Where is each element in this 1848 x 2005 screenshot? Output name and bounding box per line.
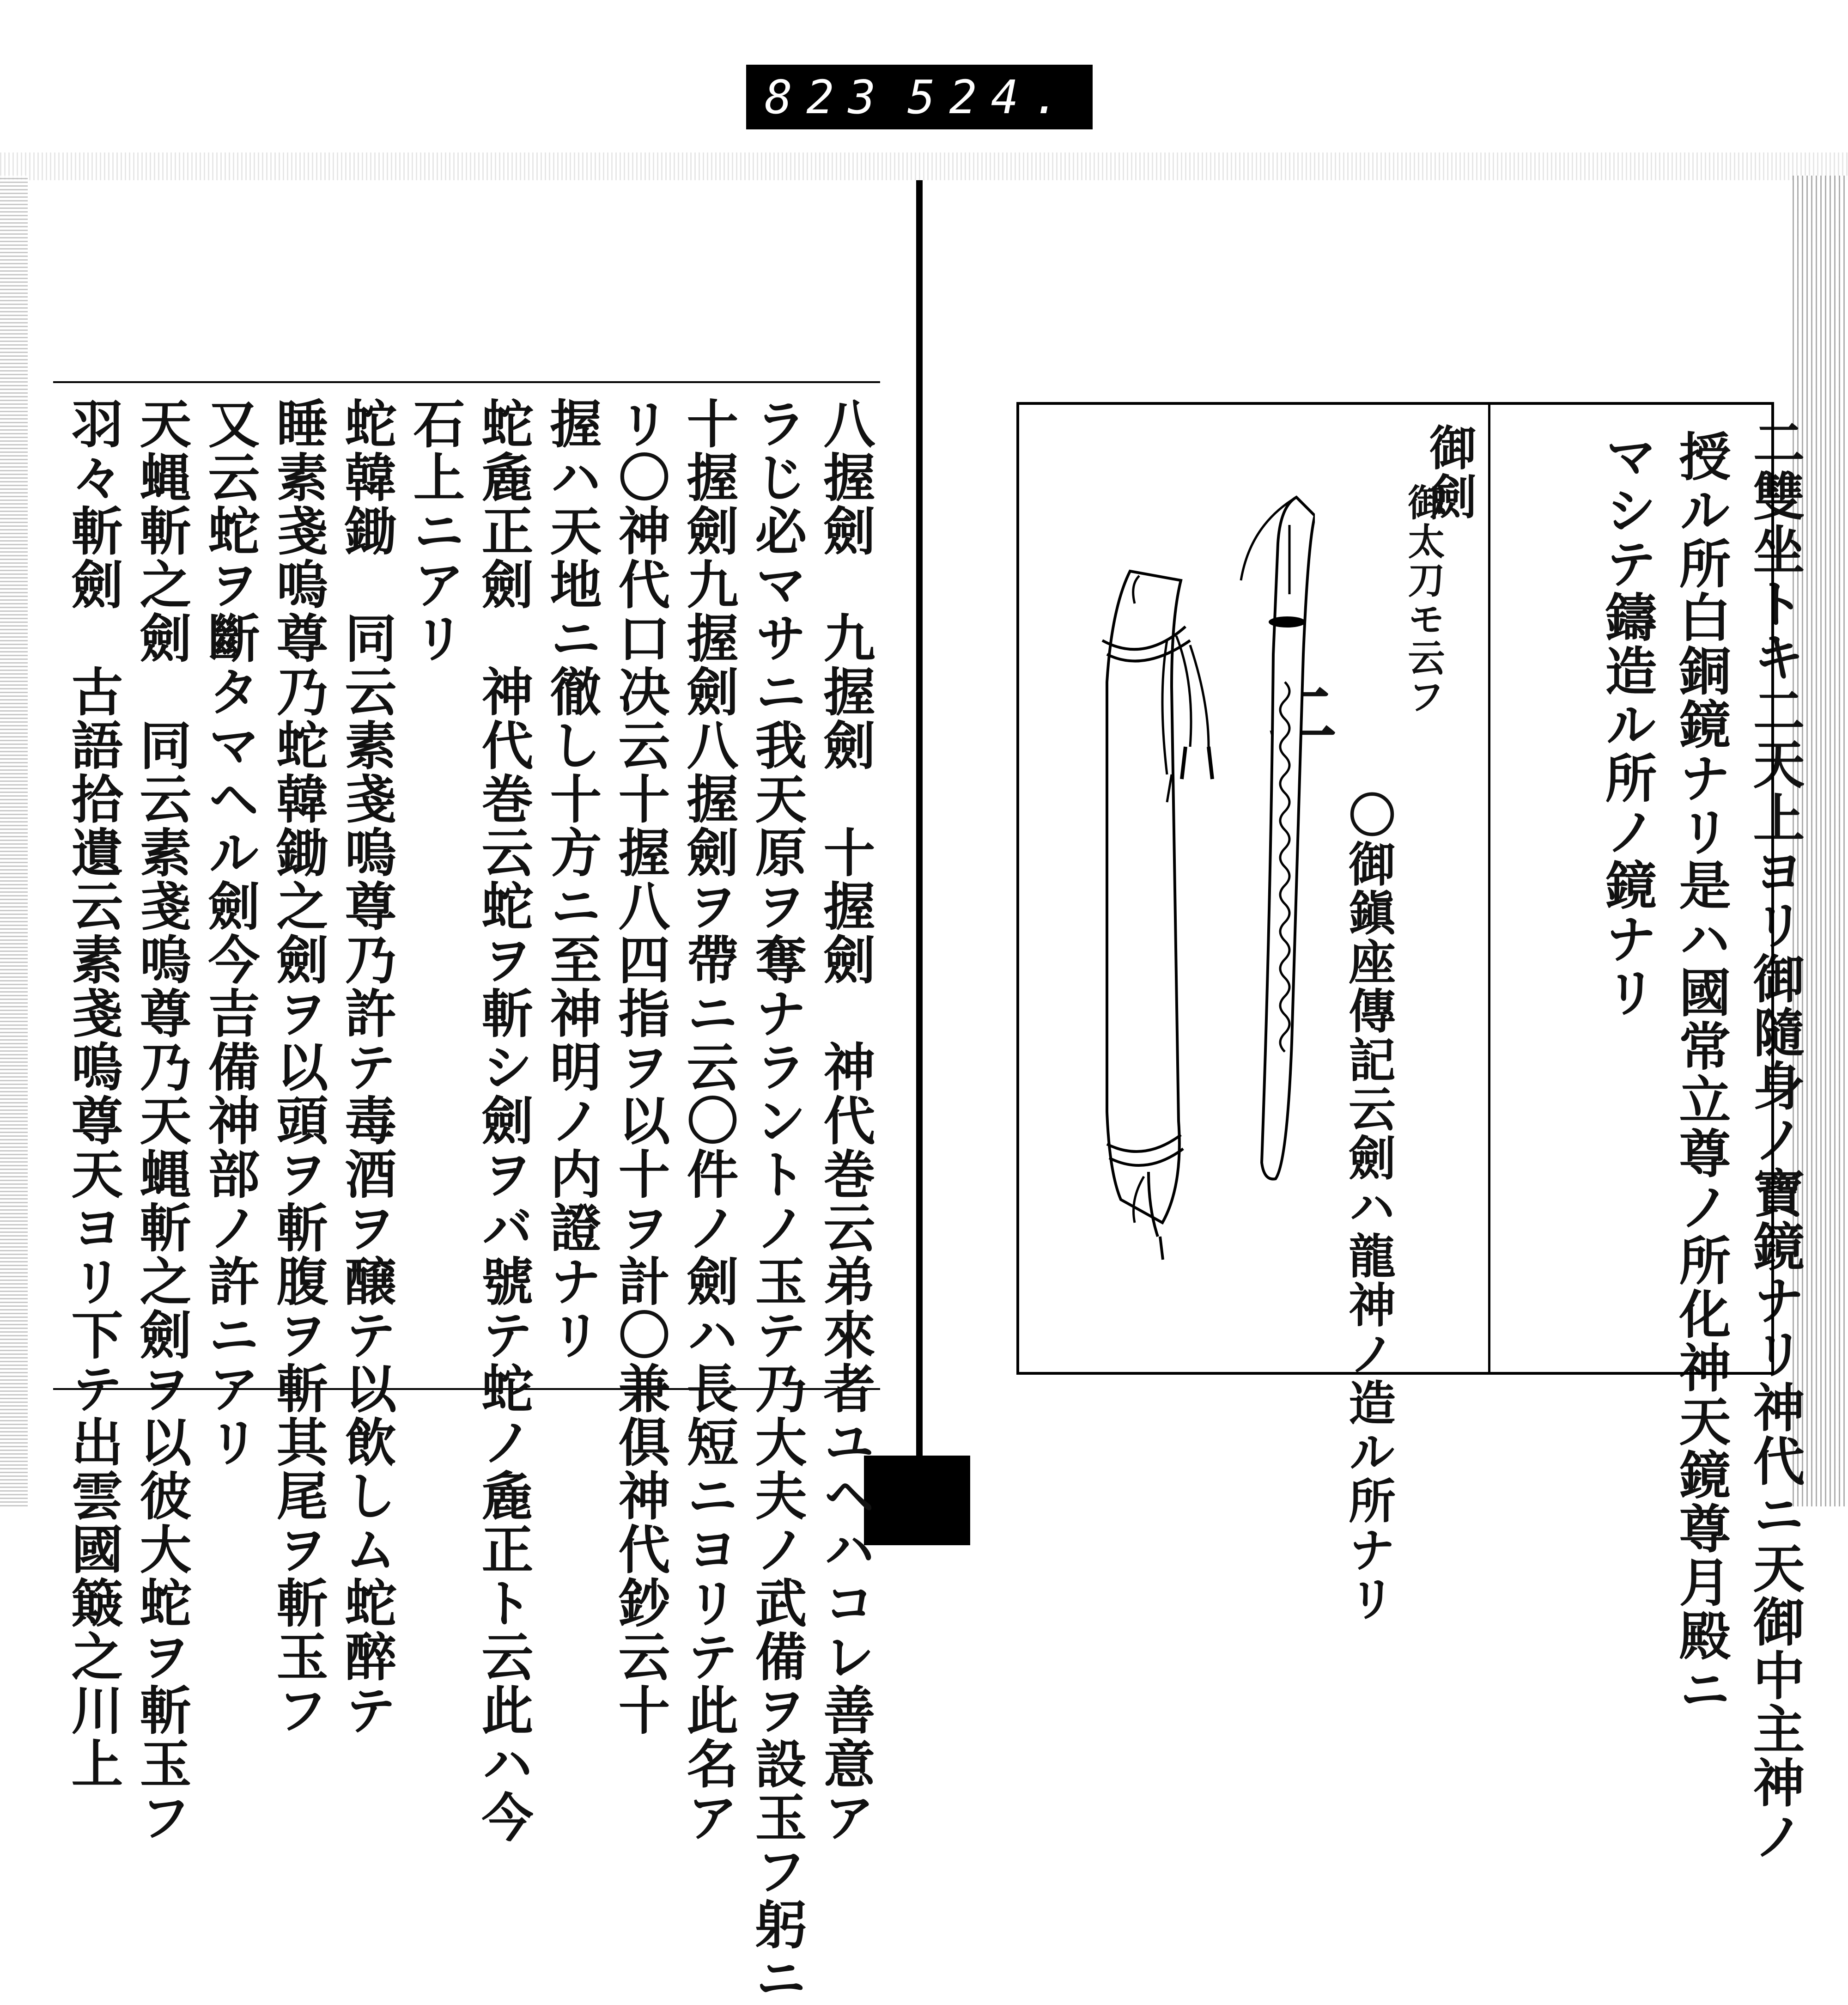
text-column: ラじ必マサニ我天原ヲ奪ナラントノ玉テ乃大夫ノ武備ヲ設玉フ躬ニ (747, 397, 807, 2005)
text-column: 又云蛇ヲ斷タマヘル劍今吉備神部ノ許ニアリ (200, 397, 260, 1469)
book-gutter (916, 180, 923, 1456)
text-column: 睡素戔嗚尊乃蛇韓鋤之劍ヲ以頭ヲ斬腹ヲ斬其尾ヲ斬玉フ (268, 397, 328, 1737)
text-column: 授ル所白銅鏡ナリ是ハ國常立尊ノ所化神天鏡尊月殿ニ (1671, 430, 1731, 1716)
text-column: 十握劍九握劍八握劍ヲ帶ニ云〇件ノ劍ハ長短ニヨリテ此名ア (678, 397, 739, 1844)
text-column: 羽々斬劍 古語拾遺云素戔嗚尊天ヨリ下テ出雲國簸之川上 (63, 397, 123, 1791)
scan-number-right: 524. (907, 70, 1074, 124)
illustration-caption-body: 〇御鎭座傳記云劍ハ龍神ノ造ル所ナリ (1341, 791, 1396, 1623)
left-page (37, 176, 915, 2005)
right-page (924, 176, 1805, 1863)
sword-scabbard-drawing (1056, 488, 1315, 1264)
illustration-divider (1488, 405, 1490, 1372)
text-column: 天蝿斬之劍 同云素戔嗚尊乃天蝿斬之劍ヲ以彼大蛇ヲ斬玉フ (131, 397, 192, 1844)
text-column: 二雙坐トキ二天上ヨリ御隨身ノ寶鏡ナリ神代ニ天御中主神ノ (1745, 416, 1805, 1863)
text-column: マシテ鑄造ル所ノ鏡ナリ (1597, 430, 1657, 1019)
text-column: リ〇神代口决云十握八四指ヲ以十ヲ計〇兼俱神代鈔云十 (610, 397, 670, 1737)
left-page-text-frame (53, 381, 880, 2005)
illustration-caption-note: 御太刀モ云フ (1402, 483, 1445, 716)
scan-number-left: 823 (765, 70, 890, 124)
scan-border-left (0, 176, 28, 1506)
illustration-caption-title: 御劍 (1422, 423, 1477, 521)
text-column: 石上ニアリ (405, 397, 465, 665)
text-column: 蛇韓鋤 同云素戔嗚尊乃許テ毒酒ヲ醸テ以飲しム蛇醉テ (336, 397, 397, 1737)
scan-number-label (746, 65, 1093, 129)
text-column: 八握劍 九握劍 十握劍 神代巻云弟來者ユヘハコレ善意ア (815, 397, 875, 1844)
text-column: 握ハ天地ニ徹し十方ニ至神明ノ内證ナリ (541, 397, 602, 1362)
sword-illustration-frame (1016, 402, 1774, 1623)
text-column: 蛇麁正劍 神代巻云蛇ヲ斬シ劍ヲバ號テ蛇ノ麁正ト云此ハ今 (473, 397, 534, 1844)
